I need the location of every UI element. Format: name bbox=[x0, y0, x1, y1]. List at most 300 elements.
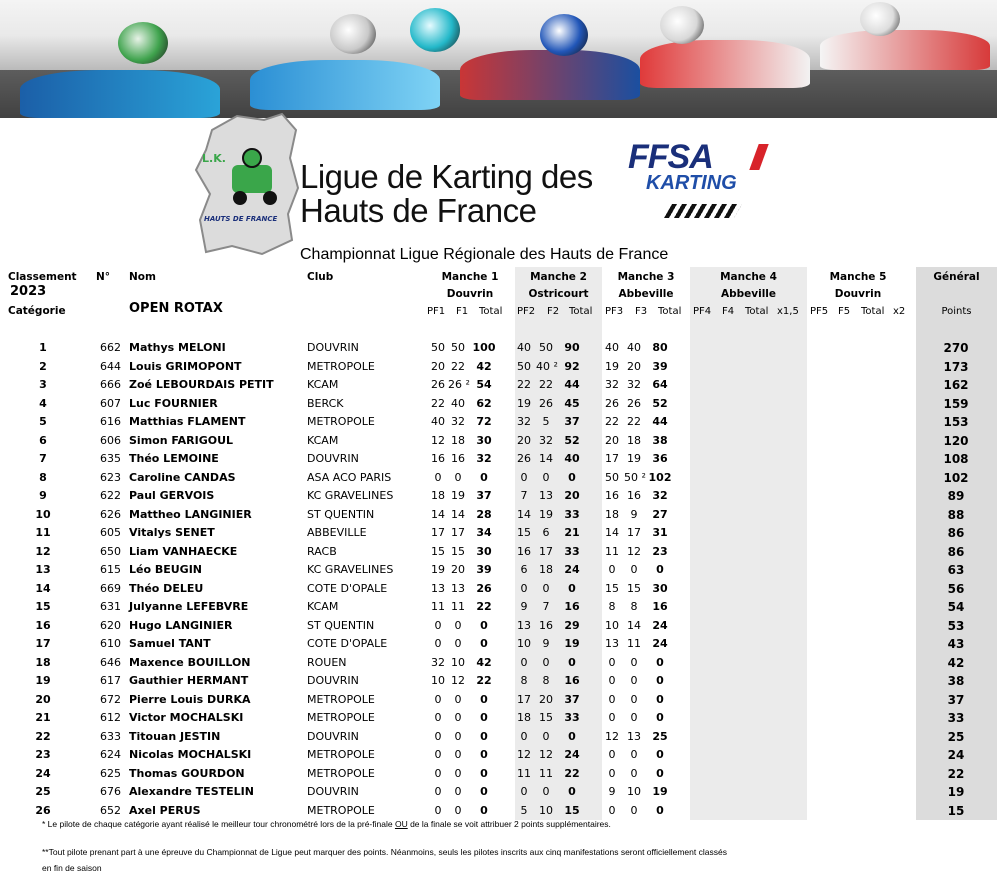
col-x2: x2 bbox=[893, 306, 906, 317]
m2-f-cell: 13 bbox=[539, 489, 553, 502]
driver-name-cell: Caroline CANDAS bbox=[129, 470, 236, 484]
m3-f-cell: 0 bbox=[630, 674, 638, 687]
m2-f-cell: 17 bbox=[539, 544, 553, 558]
footnote-1-ou: OU bbox=[394, 819, 408, 829]
table-row bbox=[0, 635, 997, 653]
table-row bbox=[0, 691, 997, 709]
table-row bbox=[0, 450, 997, 468]
m1-total-cell: 28 bbox=[476, 507, 492, 521]
club-cell: KCAM bbox=[307, 433, 339, 447]
points-cell: 120 bbox=[943, 433, 969, 448]
number-cell: 669 bbox=[100, 581, 121, 595]
m3-pf-cell: 13 bbox=[605, 637, 619, 650]
rank-cell: 2 bbox=[39, 359, 47, 373]
m1-total-cell: 30 bbox=[476, 433, 492, 447]
helmet-4 bbox=[540, 14, 588, 56]
m1-f-cell: 0 bbox=[454, 470, 462, 484]
club-cell: DOUVRIN bbox=[307, 341, 359, 354]
rank-cell: 8 bbox=[39, 470, 47, 484]
m1-pf-cell: 0 bbox=[434, 729, 442, 743]
club-cell: METROPOLE bbox=[307, 748, 375, 761]
m1-f-cell: 40 bbox=[451, 396, 465, 410]
m3-pf-cell: 0 bbox=[608, 803, 616, 817]
m2-total-cell: 40 bbox=[564, 452, 580, 465]
m2-pf-cell: 26 bbox=[517, 452, 531, 465]
m2-pf-cell: 13 bbox=[517, 618, 531, 632]
table-row bbox=[0, 728, 997, 746]
m1-f-cell: 50 bbox=[451, 341, 465, 354]
m2-f-cell: 0 bbox=[542, 581, 550, 595]
m3-pf-cell: 11 bbox=[605, 544, 619, 558]
footnote-2: **Tout pilote prenant part à une épreuve du Championnat de Ligue peut marquer des points. Néanmoins, seuls les pilotes inscrits aux cinq manifestations seront officiellement classés bbox=[42, 847, 727, 857]
driver-name-cell: Nicolas MOCHALSKI bbox=[129, 748, 252, 761]
club-cell: DOUVRIN bbox=[307, 674, 359, 687]
m2-f-cell: 0 bbox=[542, 470, 550, 484]
m3-pf-cell: 50 bbox=[605, 470, 619, 484]
m3-f-cell: 0 bbox=[630, 803, 638, 817]
m3-total-cell: 64 bbox=[652, 378, 668, 391]
m2-total-cell: 0 bbox=[568, 581, 576, 595]
m3-pf-cell: 17 bbox=[605, 452, 619, 465]
m1-total-cell: 0 bbox=[480, 748, 488, 761]
m1-total-cell: 0 bbox=[480, 766, 488, 780]
club-cell: METROPOLE bbox=[307, 766, 375, 780]
manche4-place: Abbeville bbox=[720, 288, 777, 300]
number-cell: 610 bbox=[100, 637, 121, 650]
number-cell: 650 bbox=[100, 544, 121, 558]
m1-pf-cell: 0 bbox=[434, 766, 442, 780]
m1-pf-cell: 13 bbox=[431, 581, 445, 595]
m1-f-cell: 13 bbox=[451, 581, 465, 595]
m1-total-cell: 0 bbox=[480, 711, 488, 724]
driver-name-cell: Mattheo LANGINIER bbox=[129, 507, 252, 521]
m1-f-cell: 19 bbox=[451, 489, 465, 502]
club-cell: ABBEVILLE bbox=[307, 526, 367, 539]
m3-f-cell: 18 bbox=[627, 433, 641, 447]
points-cell: 86 bbox=[947, 526, 965, 540]
m2-total-cell: 29 bbox=[564, 618, 580, 632]
m1-f-cell: 22 bbox=[451, 359, 465, 373]
footnote-1-b: de la finale se voit attribuer 2 points supplémentaires. bbox=[407, 819, 611, 829]
m2-total-cell: 37 bbox=[564, 415, 580, 428]
m3-f-cell: 15 bbox=[627, 581, 641, 595]
m2-pf-cell: 19 bbox=[517, 396, 531, 410]
checkered-flag-icon bbox=[664, 204, 742, 218]
header-nom: Nom bbox=[129, 271, 156, 283]
m2-f-cell: 15 bbox=[539, 711, 553, 724]
kart-4 bbox=[640, 40, 810, 88]
m2-total-cell: 92 bbox=[564, 359, 580, 373]
manche1-place: Douvrin bbox=[446, 288, 494, 300]
driver-name-cell: Paul GERVOIS bbox=[129, 489, 215, 502]
table-row bbox=[0, 672, 997, 690]
m2-total-cell: 24 bbox=[564, 748, 580, 761]
m3-f-cell: 0 bbox=[630, 711, 638, 724]
m3-total-cell: 0 bbox=[656, 711, 664, 724]
rank-cell: 7 bbox=[39, 452, 47, 465]
m3-pf-cell: 22 bbox=[605, 415, 619, 428]
m2-pf-cell: 0 bbox=[520, 655, 528, 669]
m1-pf-cell: 14 bbox=[431, 507, 445, 521]
col-pf5: PF5 bbox=[810, 306, 829, 317]
rank-cell: 3 bbox=[39, 378, 47, 391]
col-f2: F2 bbox=[547, 306, 560, 317]
table-row bbox=[0, 376, 997, 394]
footnote-2-line2: en fin de saison bbox=[42, 863, 102, 873]
m3-f-cell: 22 bbox=[627, 415, 641, 428]
m1-total-cell: 0 bbox=[480, 618, 488, 632]
m2-f-cell: 12 bbox=[539, 748, 553, 761]
m2-pf-cell: 12 bbox=[517, 748, 531, 761]
league-title-text: Ligue de Karting des Hauts de France bbox=[300, 158, 593, 229]
m2-pf-cell: 5 bbox=[520, 803, 528, 817]
m1-pf-cell: 19 bbox=[431, 563, 445, 576]
m2-pf-cell: 9 bbox=[520, 600, 528, 613]
m1-total-cell: 30 bbox=[476, 544, 492, 558]
m1-f-cell: 0 bbox=[454, 766, 462, 780]
m1-pf-cell: 0 bbox=[434, 692, 442, 706]
club-cell: METROPOLE bbox=[307, 692, 375, 706]
m3-f-cell: 20 bbox=[627, 359, 641, 373]
rank-cell: 5 bbox=[39, 415, 47, 428]
helmet-1 bbox=[118, 22, 168, 64]
club-cell: ST QUENTIN bbox=[307, 618, 375, 632]
m3-pf-cell: 0 bbox=[608, 692, 616, 706]
club-cell: METROPOLE bbox=[307, 359, 375, 373]
m2-pf-cell: 14 bbox=[517, 507, 531, 521]
points-cell: 102 bbox=[943, 470, 969, 485]
map-label: HAUTS DE FRANCE bbox=[204, 215, 278, 223]
number-cell: 620 bbox=[100, 618, 121, 632]
points-cell: 54 bbox=[947, 600, 965, 614]
rank-cell: 18 bbox=[35, 655, 51, 669]
club-cell: METROPOLE bbox=[307, 415, 375, 428]
m2-pf-cell: 32 bbox=[517, 415, 531, 428]
m2-pf-cell: 17 bbox=[517, 692, 531, 706]
m1-total-cell: 72 bbox=[476, 415, 492, 428]
club-cell: DOUVRIN bbox=[307, 452, 359, 465]
m3-pf-cell: 15 bbox=[605, 581, 619, 595]
club-cell: BERCK bbox=[307, 396, 344, 410]
header-club: Club bbox=[307, 271, 334, 283]
manche3-place: Abbeville bbox=[618, 288, 674, 300]
col-total1: Total bbox=[479, 306, 503, 317]
m3-total-cell: 23 bbox=[652, 544, 668, 558]
m1-f-cell: 10 bbox=[451, 655, 465, 669]
m2-f-cell: 32 bbox=[539, 433, 553, 447]
col-pf4: PF4 bbox=[693, 306, 712, 317]
points-cell: 33 bbox=[947, 711, 965, 725]
m1-total-cell: 22 bbox=[476, 674, 492, 687]
m3-pf-cell: 8 bbox=[608, 600, 616, 613]
m2-f-cell: 40 ² bbox=[536, 359, 558, 373]
m3-total-cell: 36 bbox=[652, 452, 668, 465]
driver-name-cell: Simon FARIGOUL bbox=[129, 433, 234, 447]
rank-cell: 15 bbox=[35, 600, 51, 613]
m2-pf-cell: 0 bbox=[520, 581, 528, 595]
table-row bbox=[0, 524, 997, 542]
table-row bbox=[0, 783, 997, 801]
club-cell: KC GRAVELINES bbox=[307, 489, 394, 502]
club-cell: COTE D'OPALE bbox=[307, 637, 388, 650]
points-cell: 270 bbox=[943, 341, 969, 355]
m1-f-cell: 17 bbox=[451, 526, 465, 539]
m3-total-cell: 16 bbox=[652, 600, 668, 613]
helmet-3 bbox=[410, 8, 460, 52]
footnote-1-a: * Le pilote de chaque catégorie ayant réalisé le meilleur tour chronométré lors de la pré-finale bbox=[42, 819, 395, 829]
number-cell: 622 bbox=[100, 489, 121, 502]
driver-name-cell: Maxence BOUILLON bbox=[129, 655, 251, 669]
rank-cell: 1 bbox=[39, 341, 47, 354]
points-cell: 38 bbox=[947, 674, 965, 688]
m1-pf-cell: 22 bbox=[431, 396, 445, 410]
table-row bbox=[0, 617, 997, 635]
m3-total-cell: 24 bbox=[652, 618, 668, 632]
col-total4: Total bbox=[745, 306, 769, 317]
number-cell: 644 bbox=[100, 359, 121, 373]
kart-2 bbox=[250, 60, 440, 110]
m2-f-cell: 0 bbox=[542, 655, 550, 669]
m1-pf-cell: 50 bbox=[431, 341, 445, 354]
club-cell: KC GRAVELINES bbox=[307, 563, 394, 576]
number-cell: 616 bbox=[100, 415, 121, 428]
m1-f-cell: 20 bbox=[451, 563, 465, 576]
m2-f-cell: 9 bbox=[542, 637, 550, 650]
region-map-logo bbox=[192, 110, 302, 258]
ffsa-logo: FFSA bbox=[628, 138, 713, 176]
m2-f-cell: 0 bbox=[542, 785, 550, 798]
m3-total-cell: 0 bbox=[656, 674, 664, 687]
m1-pf-cell: 32 bbox=[431, 655, 445, 669]
rank-cell: 19 bbox=[35, 674, 51, 687]
m2-pf-cell: 16 bbox=[517, 544, 531, 558]
m2-pf-cell: 50 bbox=[517, 359, 531, 373]
lk-logo-text: L.K. bbox=[202, 152, 226, 165]
m1-f-cell: 26 ² bbox=[448, 378, 470, 391]
m2-f-cell: 6 bbox=[542, 526, 550, 539]
m2-total-cell: 45 bbox=[564, 396, 580, 410]
m3-total-cell: 0 bbox=[656, 692, 664, 706]
m3-total-cell: 27 bbox=[652, 507, 668, 521]
logo-area bbox=[188, 108, 788, 260]
m2-total-cell: 52 bbox=[564, 433, 580, 447]
m3-total-cell: 52 bbox=[652, 396, 668, 410]
m2-pf-cell: 18 bbox=[517, 711, 531, 724]
m1-f-cell: 0 bbox=[454, 748, 462, 761]
m3-pf-cell: 26 bbox=[605, 396, 619, 410]
m3-pf-cell: 10 bbox=[605, 618, 619, 632]
manche5-place: Douvrin bbox=[834, 288, 882, 300]
m3-pf-cell: 0 bbox=[608, 711, 616, 724]
m1-pf-cell: 15 bbox=[431, 544, 445, 558]
m2-pf-cell: 8 bbox=[520, 674, 528, 687]
number-cell: 612 bbox=[100, 711, 121, 724]
m1-total-cell: 37 bbox=[476, 489, 492, 502]
rank-cell: 6 bbox=[39, 433, 47, 447]
m1-f-cell: 18 bbox=[451, 433, 465, 447]
m3-total-cell: 0 bbox=[656, 766, 664, 780]
header-num: N° bbox=[96, 271, 111, 283]
m1-pf-cell: 16 bbox=[431, 452, 445, 465]
points-cell: 37 bbox=[947, 692, 965, 707]
m1-pf-cell: 26 bbox=[431, 378, 445, 391]
m2-f-cell: 22 bbox=[539, 378, 553, 391]
table-row bbox=[0, 506, 997, 524]
number-cell: 617 bbox=[100, 674, 121, 687]
m2-total-cell: 90 bbox=[564, 341, 580, 354]
points-cell: 19 bbox=[947, 785, 965, 799]
m1-pf-cell: 17 bbox=[431, 526, 445, 539]
m2-pf-cell: 7 bbox=[520, 489, 528, 502]
table-row bbox=[0, 580, 997, 598]
m3-f-cell: 0 bbox=[630, 563, 638, 576]
m2-f-cell: 5 bbox=[542, 415, 550, 428]
m2-f-cell: 14 bbox=[539, 452, 553, 465]
rank-cell: 21 bbox=[35, 711, 51, 724]
m2-f-cell: 10 bbox=[539, 803, 553, 817]
driver-name-cell: Zoé LEBOURDAIS PETIT bbox=[129, 378, 274, 391]
m1-f-cell: 0 bbox=[454, 785, 462, 798]
m1-pf-cell: 0 bbox=[434, 785, 442, 798]
m2-total-cell: 33 bbox=[564, 711, 580, 724]
m2-pf-cell: 11 bbox=[517, 766, 531, 780]
header-general: Général bbox=[933, 271, 980, 283]
m3-f-cell: 50 ² bbox=[624, 470, 646, 484]
m2-f-cell: 20 bbox=[539, 692, 553, 706]
driver-name-cell: Pierre Louis DURKA bbox=[129, 692, 251, 706]
club-cell: ASA ACO PARIS bbox=[307, 470, 392, 484]
m1-total-cell: 32 bbox=[476, 452, 492, 465]
m3-f-cell: 12 bbox=[627, 544, 641, 558]
rank-cell: 25 bbox=[35, 785, 51, 798]
m2-total-cell: 44 bbox=[564, 378, 580, 391]
m1-f-cell: 0 bbox=[454, 803, 462, 817]
m2-total-cell: 15 bbox=[564, 803, 580, 817]
driver-name-cell: Matthias FLAMENT bbox=[129, 415, 246, 428]
m1-f-cell: 12 bbox=[451, 674, 465, 687]
m1-pf-cell: 20 bbox=[431, 359, 445, 373]
number-cell: 624 bbox=[100, 748, 121, 761]
driver-name-cell: Léo BEUGIN bbox=[129, 563, 203, 576]
m3-f-cell: 32 bbox=[627, 378, 641, 391]
m3-pf-cell: 0 bbox=[608, 655, 616, 669]
driver-name-cell: Hugo LANGINIER bbox=[129, 618, 233, 632]
m2-f-cell: 19 bbox=[539, 507, 553, 521]
league-title bbox=[300, 160, 650, 228]
driver-name-cell: Victor MOCHALSKI bbox=[129, 711, 244, 724]
manche5-name: Manche 5 bbox=[829, 271, 887, 283]
number-cell: 625 bbox=[100, 766, 121, 780]
m3-total-cell: 31 bbox=[652, 526, 668, 539]
m1-total-cell: 34 bbox=[476, 526, 492, 539]
club-cell: KCAM bbox=[307, 378, 339, 391]
m1-f-cell: 14 bbox=[451, 507, 465, 521]
table-row bbox=[0, 358, 997, 376]
m1-total-cell: 62 bbox=[476, 396, 492, 410]
helmet-2 bbox=[330, 14, 376, 54]
m3-total-cell: 24 bbox=[652, 637, 668, 650]
number-cell: 631 bbox=[100, 600, 121, 613]
m3-pf-cell: 16 bbox=[605, 489, 619, 502]
driver-name-cell: Alexandre TESTELIN bbox=[129, 785, 254, 798]
m2-pf-cell: 6 bbox=[520, 563, 528, 576]
col-f3: F3 bbox=[635, 306, 648, 317]
m3-total-cell: 44 bbox=[652, 415, 668, 428]
m2-f-cell: 18 bbox=[539, 563, 553, 576]
m1-pf-cell: 11 bbox=[431, 600, 445, 613]
m3-f-cell: 0 bbox=[630, 655, 638, 669]
number-cell: 646 bbox=[100, 655, 121, 669]
driver-name-cell: Titouan JESTIN bbox=[129, 729, 221, 743]
m3-f-cell: 0 bbox=[630, 766, 638, 780]
points-cell: 63 bbox=[947, 563, 965, 577]
driver-name-cell: Vitalys SENET bbox=[129, 526, 215, 539]
rank-cell: 11 bbox=[35, 526, 51, 539]
footnote-1 bbox=[42, 818, 611, 830]
header-categorie: Catégorie bbox=[8, 305, 66, 317]
points-cell: 162 bbox=[943, 378, 969, 392]
m3-total-cell: 32 bbox=[652, 489, 668, 502]
m3-total-cell: 30 bbox=[652, 581, 668, 595]
m2-pf-cell: 0 bbox=[520, 729, 528, 743]
m2-f-cell: 16 bbox=[539, 618, 553, 632]
m1-pf-cell: 0 bbox=[434, 803, 442, 817]
rank-cell: 26 bbox=[35, 803, 51, 817]
m2-total-cell: 20 bbox=[564, 489, 580, 502]
m3-pf-cell: 0 bbox=[608, 674, 616, 687]
m2-f-cell: 26 bbox=[539, 396, 553, 410]
number-cell: 652 bbox=[100, 803, 121, 817]
m2-total-cell: 19 bbox=[564, 637, 580, 650]
m1-total-cell: 0 bbox=[480, 692, 488, 706]
m1-pf-cell: 18 bbox=[431, 489, 445, 502]
points-cell: 43 bbox=[947, 637, 965, 651]
m3-f-cell: 0 bbox=[630, 692, 638, 706]
m3-pf-cell: 14 bbox=[605, 526, 619, 539]
m3-total-cell: 25 bbox=[652, 729, 668, 743]
m3-pf-cell: 18 bbox=[605, 507, 619, 521]
rank-cell: 20 bbox=[35, 692, 51, 706]
rank-cell: 12 bbox=[35, 544, 51, 558]
manche2-name: Manche 2 bbox=[530, 271, 587, 283]
rank-cell: 10 bbox=[35, 507, 51, 521]
m1-pf-cell: 0 bbox=[434, 748, 442, 761]
m2-total-cell: 0 bbox=[568, 470, 576, 484]
rank-cell: 22 bbox=[35, 729, 51, 743]
points-cell: 22 bbox=[947, 766, 965, 781]
m3-total-cell: 102 bbox=[648, 470, 672, 484]
m3-pf-cell: 32 bbox=[605, 378, 619, 391]
club-cell: DOUVRIN bbox=[307, 785, 359, 798]
m1-f-cell: 16 bbox=[451, 452, 465, 465]
m2-pf-cell: 0 bbox=[520, 470, 528, 484]
m3-f-cell: 10 bbox=[627, 785, 641, 798]
club-cell: METROPOLE bbox=[307, 711, 375, 724]
m2-pf-cell: 10 bbox=[517, 637, 531, 650]
m1-total-cell: 26 bbox=[476, 581, 492, 595]
header-year: 2023 bbox=[10, 284, 47, 299]
driver-name-cell: Théo LEMOINE bbox=[129, 452, 219, 465]
m3-total-cell: 0 bbox=[656, 803, 664, 817]
m3-f-cell: 0 bbox=[630, 748, 638, 761]
col-pf3: PF3 bbox=[605, 306, 624, 317]
manche2-place: Ostricourt bbox=[528, 288, 589, 300]
m1-pf-cell: 0 bbox=[434, 711, 442, 724]
m3-f-cell: 16 bbox=[627, 489, 641, 502]
driver-name-cell: Liam VANHAECKE bbox=[129, 544, 238, 558]
number-cell: 666 bbox=[100, 378, 121, 391]
driver-name-cell: Samuel TANT bbox=[129, 637, 211, 650]
